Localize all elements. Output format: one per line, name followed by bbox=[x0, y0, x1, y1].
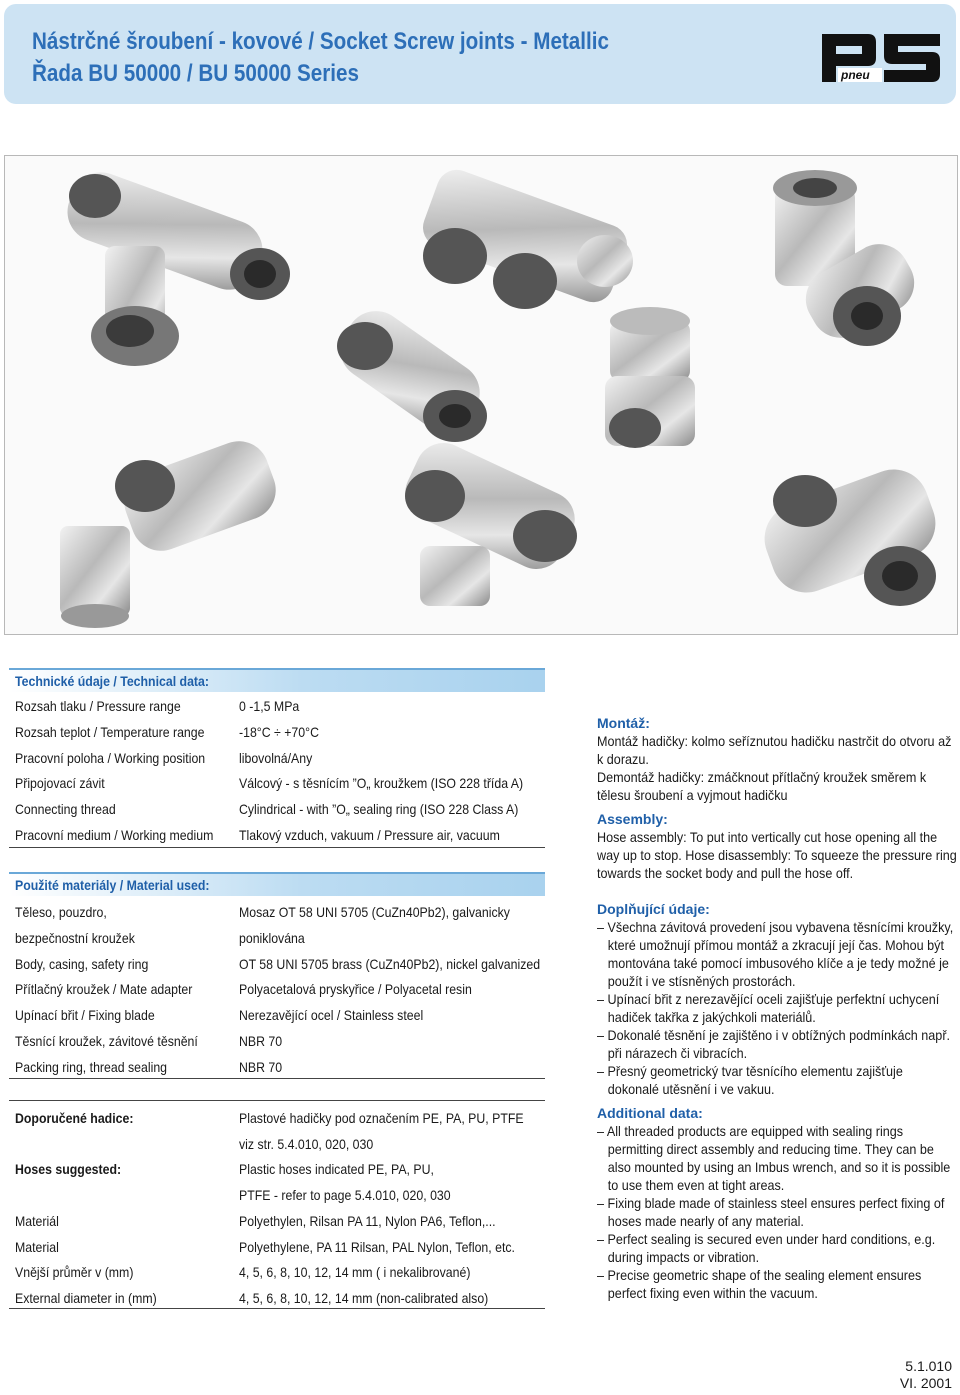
doplnujici-item: – Upínací břit z nerezavějící oceli zajišťuje perfektní uchycení hadiček takřka z jakýchkoli materiálů. bbox=[597, 991, 940, 1025]
hose-label: Materiál bbox=[15, 1213, 59, 1229]
tech-label: Connecting thread bbox=[15, 801, 116, 817]
material-value: NBR 70 bbox=[239, 1059, 283, 1075]
hose-value: Plastic hoses indicated PE, PA, PU, bbox=[239, 1161, 434, 1177]
divider bbox=[9, 847, 545, 848]
materials-heading: Použité materiály / Material used: bbox=[15, 877, 210, 893]
straight-connector-image bbox=[328, 299, 491, 442]
divider bbox=[9, 1078, 545, 1079]
material-value: Mosaz OT 58 UNI 5705 (CuZn40Pb2), galvanicky bbox=[239, 904, 510, 920]
hoses-suggested-label: Hoses suggested: bbox=[15, 1161, 122, 1177]
divider bbox=[9, 1308, 545, 1309]
divider bbox=[9, 1100, 545, 1101]
footer bbox=[900, 1358, 952, 1392]
elbow-male-image bbox=[60, 433, 284, 628]
material-value: OT 58 UNI 5705 brass (CuZn40Pb2), nickel galvanized bbox=[239, 956, 541, 972]
fittings-illustration bbox=[5, 156, 957, 634]
additional-item: – Fixing blade made of stainless steel ensures perfect fixing of hoses made nearly of any material. bbox=[597, 1195, 945, 1229]
montaz-paragraph: Montáž hadičky: kolmo seříznutou hadičku nastrčit do otvoru až k dorazu. bbox=[597, 733, 952, 767]
hose-value: PTFE - refer to page 5.4.010, 020, 030 bbox=[239, 1187, 451, 1203]
header-banner bbox=[4, 4, 956, 104]
material-label: Body, casing, safety ring bbox=[15, 956, 149, 972]
assembly-heading: Assembly: bbox=[597, 811, 668, 827]
additional-item: – All threaded products are equipped with sealing rings permitting direct assembly and reducing time. They can be also mounted by using an Imbus wrench, and so it is possible to use them even at tight areas. bbox=[597, 1123, 951, 1193]
additional-heading: Additional data: bbox=[597, 1105, 703, 1121]
hoses-suggested-cz-label: Doporučené hadice: bbox=[15, 1110, 134, 1126]
issue-date: VI. 2001 bbox=[899, 1375, 952, 1391]
additional-item: – Perfect sealing is secured even under hard conditions, e.g. during impacts or vibration. bbox=[597, 1231, 936, 1265]
hose-value: Plastové hadičky pod označením PE, PA, PU, PTFE bbox=[239, 1110, 524, 1126]
montaz-heading: Montáž: bbox=[597, 715, 650, 731]
title-line-1: Nástrčné šroubení - kovové / Socket Screw joints - Metallic bbox=[32, 28, 609, 55]
ps-pneu-logo bbox=[816, 24, 946, 90]
tech-value: libovolná/Any bbox=[239, 750, 313, 766]
right-column bbox=[597, 714, 957, 1302]
hose-label: Material bbox=[15, 1239, 59, 1255]
page-title bbox=[32, 26, 609, 90]
materials-heading-bar bbox=[9, 872, 545, 896]
material-label: bezpečnostní kroužek bbox=[15, 930, 135, 946]
tee-fitting-image bbox=[59, 164, 290, 366]
hose-value: 4, 5, 6, 8, 10, 12, 14 mm (non-calibrated also) bbox=[239, 1290, 489, 1306]
tech-value: Cylindrical - with ”O„ sealing ring (ISO 228 Class A) bbox=[239, 801, 519, 817]
doplnujici-item: – Všechna závitová provedení jsou vybavena těsnícími kroužky, které umožnují přímou montáž a zkracují její čas. Mohou být montována také pomocí imbusového klíče a je tedy možné je použít i ve stísněných prostorách. bbox=[597, 919, 954, 989]
demontaz-paragraph: Demontáž hadičky: zmáčknout přítlačný kroužek směrem k tělesu šroubení a vyjmout hadičku bbox=[597, 769, 927, 803]
material-label: Těsnící kroužek, závitové těsnění bbox=[15, 1033, 198, 1049]
tech-value: Válcový - s těsnícím ”O„ kroužkem (ISO 228 třída A) bbox=[239, 775, 524, 791]
doplnujici-item: – Přesný geometrický tvar těsnícího elementu zajišťuje dokonalé utěsnění i ve vakuu. bbox=[597, 1063, 903, 1097]
hose-value: Polyethylene, PA 11 Rilsan, PAL Nylon, Teflon, etc. bbox=[239, 1239, 515, 1255]
tech-label: Rozsah teplot / Temperature range bbox=[15, 724, 205, 740]
hose-label: External diameter in (mm) bbox=[15, 1290, 157, 1306]
technical-data-heading: Technické údaje / Technical data: bbox=[15, 673, 209, 689]
assembly-paragraph: Hose assembly: To put into vertically cut hose opening all the way up to stop. Hose disassembly: To squeeze the pressure ring towards the socket body and pull the hose off. bbox=[597, 829, 957, 881]
banjo-fitting-image bbox=[396, 434, 584, 606]
double-fitting-image bbox=[417, 164, 633, 309]
page-number: 5.1.010 bbox=[905, 1358, 952, 1374]
male-connector-image bbox=[605, 307, 695, 448]
hose-value: 4, 5, 6, 8, 10, 12, 14 mm ( i nekalibrované) bbox=[239, 1264, 471, 1280]
technical-data-heading-bar bbox=[9, 668, 545, 692]
hose-value: Polyethylen, Rilsan PA 11, Nylon PA6, Teflon,... bbox=[239, 1213, 496, 1229]
material-label: Těleso, pouzdro, bbox=[15, 904, 107, 920]
material-value: NBR 70 bbox=[239, 1033, 283, 1049]
hose-value: viz str. 5.4.010, 020, 030 bbox=[239, 1136, 374, 1152]
svg-text:pneu: pneu bbox=[841, 68, 870, 82]
doplnujici-item: – Dokonalé těsnění je zajištěno i v obtížných podmínkách např. při nárazech či vibracích. bbox=[597, 1027, 951, 1061]
tech-value: -18°C ÷ +70°C bbox=[239, 724, 319, 740]
tech-value: 0 -1,5 MPa bbox=[239, 698, 300, 714]
material-value: Nerezavějící ocel / Stainless steel bbox=[239, 1007, 424, 1023]
product-photo bbox=[4, 155, 958, 635]
material-label: Upínací břit / Fixing blade bbox=[15, 1007, 155, 1023]
tech-label: Rozsah tlaku / Pressure range bbox=[15, 698, 181, 714]
tech-label: Pracovní poloha / Working position bbox=[15, 750, 206, 766]
elbow-socket-image bbox=[755, 460, 946, 606]
tech-value: Tlakový vzduch, vakuum / Pressure air, vacuum bbox=[239, 827, 500, 843]
title-line-2: Řada BU 50000 / BU 50000 Series bbox=[32, 60, 360, 87]
additional-item: – Precise geometric shape of the sealing element ensures perfect fixing even within the vacuum. bbox=[597, 1267, 922, 1301]
material-label: Packing ring, thread sealing bbox=[15, 1059, 168, 1075]
material-label: Přítlačný kroužek / Mate adapter bbox=[15, 981, 193, 997]
hose-label: Vnější průměr v (mm) bbox=[15, 1264, 134, 1280]
tech-label: Připojovací závit bbox=[15, 775, 105, 791]
doplnujici-heading: Doplňující údaje: bbox=[597, 901, 710, 917]
material-value: poniklována bbox=[239, 930, 305, 946]
tech-label: Pracovní medium / Working medium bbox=[15, 827, 214, 843]
elbow-fitting-image bbox=[773, 170, 925, 349]
material-value: Polyacetalová pryskyřice / Polyacetal resin bbox=[239, 981, 472, 997]
